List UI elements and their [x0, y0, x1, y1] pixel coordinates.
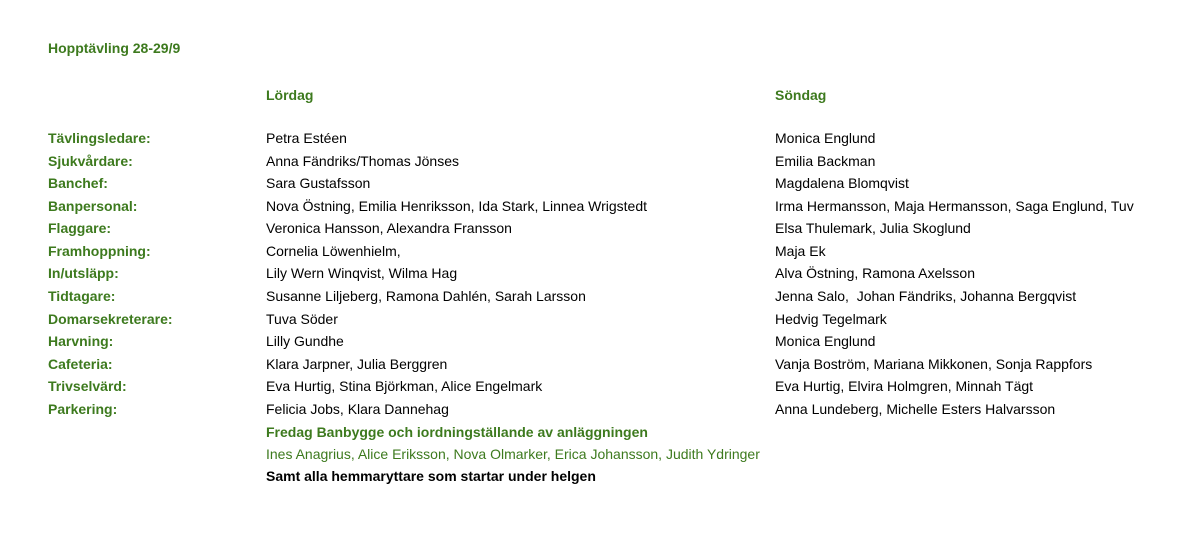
row-sunday: Anna Lundeberg, Michelle Esters Halvarsson — [775, 401, 1056, 417]
row-saturday: Anna Fändriks/Thomas Jönses — [266, 153, 459, 169]
friday-names: Ines Anagrius, Alice Eriksson, Nova Olmarker, Erica Johansson, Judith Ydringer — [266, 446, 760, 462]
row-label: Sjukvårdare: — [48, 153, 133, 169]
row-label: Parkering: — [48, 401, 118, 417]
row-label: Tidtagare: — [48, 288, 116, 304]
row-label: In/utsläpp: — [48, 265, 119, 281]
row-saturday: Sara Gustafsson — [266, 175, 371, 191]
row-sunday: Irma Hermansson, Maja Hermansson, Saga Englund, Tuv — [775, 198, 1134, 214]
row-sunday: Eva Hurtig, Elvira Holmgren, Minnah Tägt — [775, 378, 1034, 394]
header-sunday: Söndag — [775, 87, 827, 103]
header-saturday: Lördag — [266, 87, 314, 103]
row-label: Framhoppning: — [48, 243, 151, 259]
row-saturday: Petra Estéen — [266, 130, 347, 146]
row-sunday: Maja Ek — [775, 243, 826, 259]
row-sunday: Hedvig Tegelmark — [775, 311, 887, 327]
row-sunday: Monica Englund — [775, 130, 876, 146]
page-title: Hopptävling 28-29/9 — [48, 40, 181, 56]
row-sunday: Jenna Salo, Johan Fändriks, Johanna Bergqvist — [775, 288, 1077, 304]
row-label: Tävlingsledare: — [48, 130, 151, 146]
row-label: Banpersonal: — [48, 198, 138, 214]
row-label: Trivselvärd: — [48, 378, 127, 394]
row-sunday: Magdalena Blomqvist — [775, 175, 909, 191]
footer-note: Samt alla hemmaryttare som startar under helgen — [266, 468, 596, 484]
row-saturday: Nova Östning, Emilia Henriksson, Ida Stark, Linnea Wrigstedt — [266, 198, 648, 214]
row-saturday: Felicia Jobs, Klara Dannehag — [266, 401, 449, 417]
row-saturday: Tuva Söder — [266, 311, 338, 327]
row-saturday: Cornelia Löwenhielm, — [266, 243, 401, 259]
row-saturday: Eva Hurtig, Stina Björkman, Alice Engelmark — [266, 378, 543, 394]
row-label: Flaggare: — [48, 220, 112, 236]
friday-heading: Fredag Banbygge och iordningställande av anläggningen — [266, 424, 648, 440]
row-sunday: Alva Östning, Ramona Axelsson — [775, 265, 975, 281]
row-sunday: Elsa Thulemark, Julia Skoglund — [775, 220, 971, 236]
row-saturday: Susanne Liljeberg, Ramona Dahlén, Sarah Larsson — [266, 288, 586, 304]
row-sunday: Vanja Boström, Mariana Mikkonen, Sonja Rappfors — [775, 356, 1093, 372]
row-label: Banchef: — [48, 175, 108, 191]
row-label: Cafeteria: — [48, 356, 113, 372]
row-label: Harvning: — [48, 333, 114, 349]
row-sunday: Emilia Backman — [775, 153, 876, 169]
row-saturday: Klara Jarpner, Julia Berggren — [266, 356, 448, 372]
row-label: Domarsekreterare: — [48, 311, 173, 327]
row-saturday: Lily Wern Winqvist, Wilma Hag — [266, 265, 458, 281]
row-saturday: Lilly Gundhe — [266, 333, 344, 349]
row-saturday: Veronica Hansson, Alexandra Fransson — [266, 220, 512, 236]
row-sunday: Monica Englund — [775, 333, 876, 349]
